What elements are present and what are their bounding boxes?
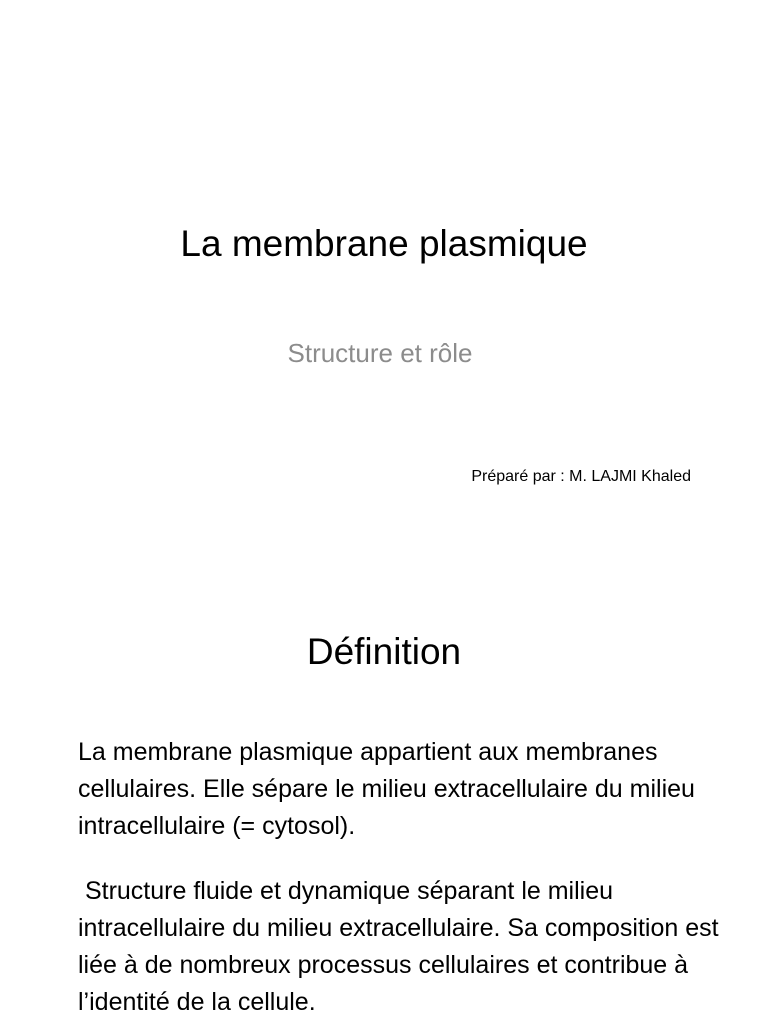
definition-paragraph-1: La membrane plasmique appartient aux membranes cellulaires. Elle sépare le milieu extracellulaire du milieu intracellulaire (= cytosol).: [78, 738, 695, 840]
slide-title: La membrane plasmique: [180, 223, 588, 264]
definition-paragraph-2: Structure fluide et dynamique séparant le milieu intracellulaire du milieu extracellulaire. Sa composition est liée à de nombreux processus cellulaires et contribue à l’identité de la cellule.: [78, 877, 726, 1016]
definition-slide: [0, 576, 768, 1024]
author-credit: Préparé par : M. LAJMI Khaled: [471, 468, 691, 485]
definition-body: [78, 734, 738, 1024]
slide-subtitle: Structure et rôle: [287, 338, 473, 368]
definition-title: Définition: [306, 631, 462, 672]
